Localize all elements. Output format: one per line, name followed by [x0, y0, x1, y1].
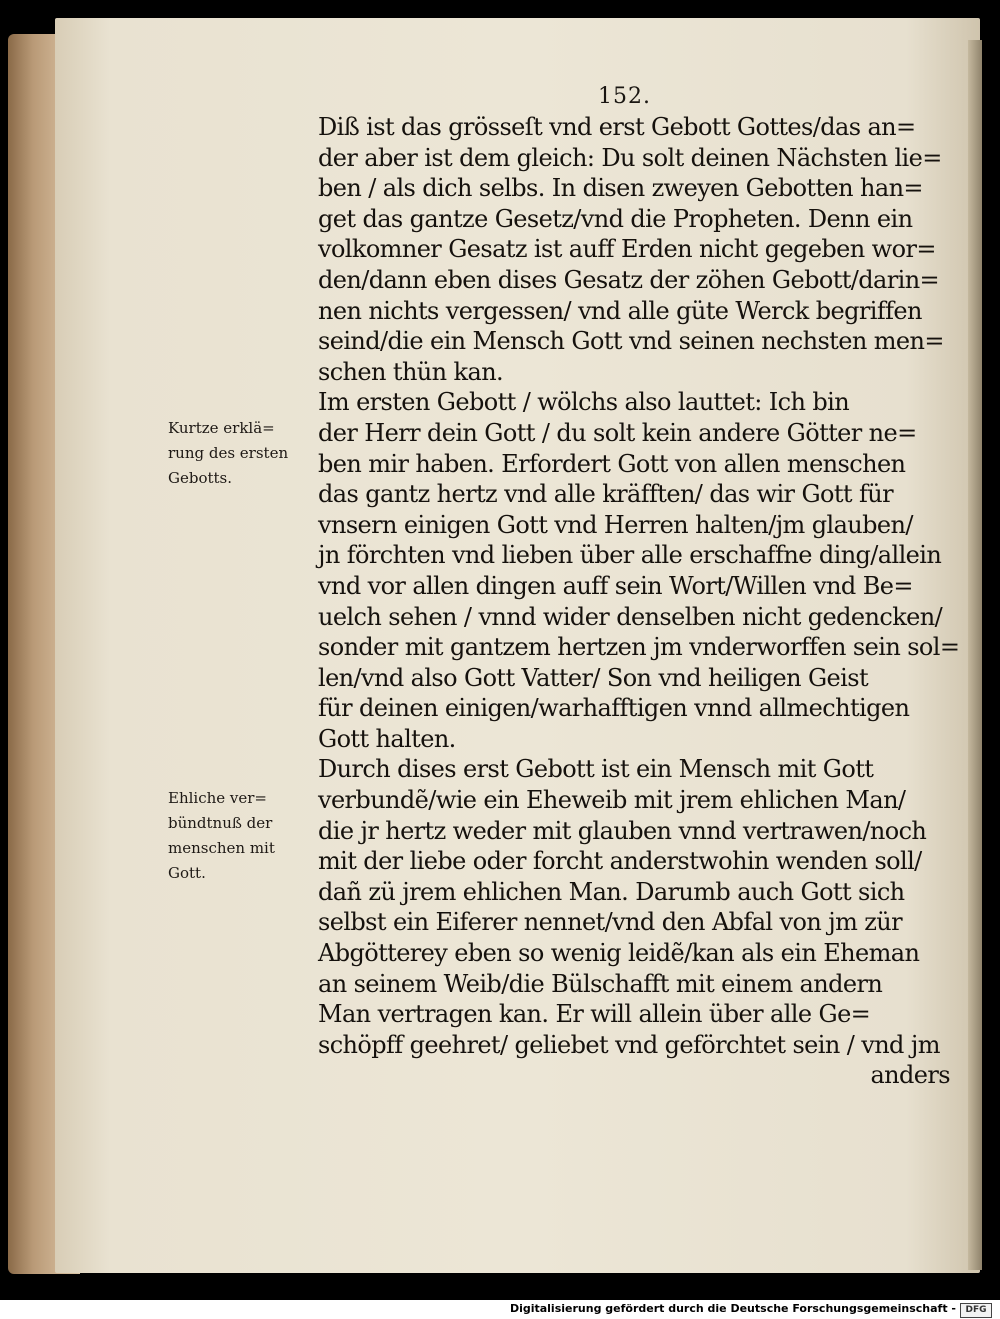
- margin-note-line: Gott.: [168, 864, 206, 882]
- text-line: vnsern einigen Gott vnd Herren halten/jm glauben/: [318, 510, 913, 539]
- text-line: seind/die ein Mensch Gott vnd seinen nechsten men=: [318, 327, 944, 356]
- text-line: für deinen einigen/warhafftigen vnnd allmechtigen: [318, 694, 910, 723]
- text-line: Gott halten.: [318, 724, 456, 753]
- margin-note-line: Kurtze erklä=: [168, 419, 275, 437]
- text-line: dañ zü jrem ehlichen Man. Darumb auch Gott sich: [318, 877, 905, 906]
- text-line: das gantz hertz vnd alle kräfften/ das wir Gott für: [318, 480, 894, 509]
- text-line: ben / als dich selbs. In disen zweyen Gebotten han=: [318, 174, 923, 203]
- dfg-logo: DFG: [960, 1303, 992, 1318]
- text-line: sonder mit gantzem hertzen jm vnderworffen sein sol=: [318, 633, 960, 662]
- margin-note-line: Gebotts.: [168, 469, 233, 487]
- footer-credit: Digitalisierung gefördert durch die Deutsche Forschungsgemeinschaft -: [509, 1302, 956, 1315]
- text-line: get das gantze Gesetz/vnd die Propheten. Denn ein: [318, 204, 913, 233]
- book-gutter: [968, 40, 982, 1270]
- text-line: mit der liebe oder forcht anderstwohin wenden soll/: [318, 847, 922, 876]
- text-line: volkomner Gesatz ist auff Erden nicht gegeben wor=: [318, 235, 936, 264]
- text-line: Im ersten Gebott / wölchs also lauttet: Ich bin: [318, 388, 850, 417]
- text-line: len/vnd also Gott Vatter/ Son vnd heiligen Geist: [318, 663, 869, 692]
- text-line: der aber ist dem gleich: Du solt deinen Nächsten lie=: [318, 143, 942, 172]
- text-line: schen thün kan.: [318, 357, 504, 386]
- text-line: Diß ist das grösseſt vnd erst Gebott Gottes/das an=: [318, 113, 916, 141]
- text-line: nen nichts vergessen/ vnd alle güte Werck begriffen: [318, 296, 922, 325]
- margin-note-line: Ehliche ver=: [168, 789, 268, 807]
- text-line: selbst ein Eiferer nennet/vnd den Abfal von jm zür: [318, 908, 903, 937]
- text-line: Abgötterey eben so wenig leidẽ/kan als ein Eheman: [318, 939, 920, 968]
- text-line: an seinem Weib/die Bülschafft mit einem andern: [318, 969, 883, 998]
- page-number: 152.: [598, 84, 651, 109]
- margin-note-line: bündtnuß der: [168, 814, 273, 832]
- margin-note-marriage-bond: [168, 786, 275, 886]
- text-line: ben mir haben. Erfordert Gott von allen menschen: [318, 449, 906, 478]
- margin-note-line: menschen mit: [168, 839, 275, 857]
- text-line: die jr hertz weder mit glauben vnnd vertrawen/noch: [318, 816, 927, 845]
- text-line: vnd vor allen dingen auff sein Wort/Willen vnd Be=: [318, 571, 913, 600]
- footer-bar: [0, 1300, 1000, 1319]
- text-line: Man vertragen kan. Er will allein über alle Ge=: [318, 1000, 871, 1029]
- text-line: uelch sehen / vnnd wider denselben nicht gedencken/: [318, 602, 943, 631]
- margin-note-first-commandment: [168, 416, 288, 491]
- text-line: der Herr dein Gott / du solt kein andere Götter ne=: [318, 418, 917, 447]
- text-line: verbundẽ/wie ein Eheweib mit jrem ehlichen Man/: [318, 786, 906, 815]
- text-line: jn förchten vnd lieben über alle erschaffne ding/allein: [318, 541, 942, 570]
- text-line: Durch dises erst Gebott ist ein Mensch mit Gott: [318, 755, 874, 784]
- margin-note-line: rung des ersten: [168, 444, 289, 462]
- text-line: schöpff geehret/ geliebet vnd geförchtet sein / vnd jm: [318, 1030, 940, 1059]
- catchword: anders: [870, 1061, 950, 1090]
- main-text-block: [318, 112, 970, 1091]
- text-line: den/dann eben dises Gesatz der zöhen Gebott/darin=: [318, 265, 940, 294]
